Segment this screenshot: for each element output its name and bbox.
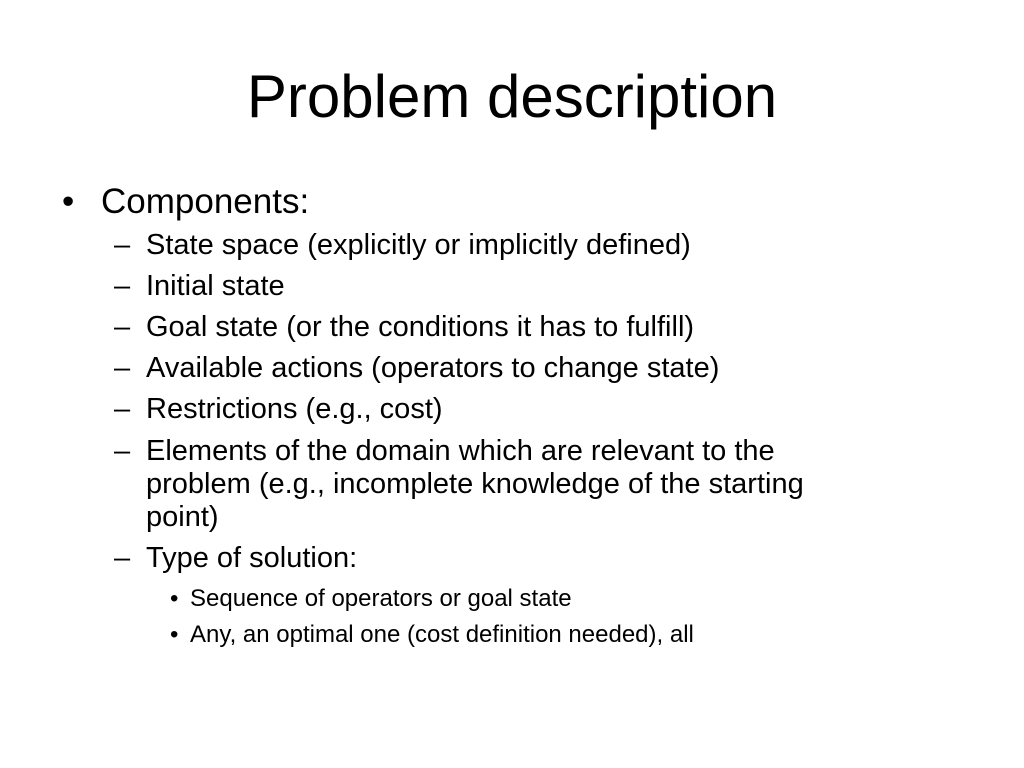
small-bullet-marker: •	[170, 621, 179, 648]
subsub-item-text: Any, an optimal one (cost definition needed), all	[190, 621, 694, 648]
bullet-text: Components:	[101, 182, 310, 221]
dash-marker: –	[114, 352, 131, 384]
subsub-item-text: Sequence of operators or goal state	[190, 585, 572, 612]
sub-item-text: Type of solution:	[146, 542, 358, 574]
dash-marker: –	[114, 393, 131, 425]
dash-marker: –	[114, 229, 131, 261]
dash-marker: –	[114, 435, 131, 467]
dash-marker: –	[114, 542, 131, 574]
sub-item-text-line-3: point)	[146, 501, 219, 533]
bullet-marker: •	[62, 182, 75, 221]
small-bullet-marker: •	[170, 585, 179, 612]
sub-item-text: Restrictions (e.g., cost)	[146, 393, 443, 425]
dash-marker: –	[114, 270, 131, 302]
sub-item-text: Available actions (operators to change state)	[146, 352, 720, 384]
sub-item-text-line-1: Elements of the domain which are relevant to the	[146, 435, 775, 467]
sub-item-text: Initial state	[146, 270, 285, 302]
sub-item-text-line-2: problem (e.g., incomplete knowledge of the starting	[146, 468, 804, 500]
sub-item-text: Goal state (or the conditions it has to fulfill)	[146, 311, 695, 343]
sub-item-text: State space (explicitly or implicitly defined)	[146, 229, 691, 261]
slide-title: Problem description	[246, 63, 778, 130]
dash-marker: –	[114, 311, 131, 343]
